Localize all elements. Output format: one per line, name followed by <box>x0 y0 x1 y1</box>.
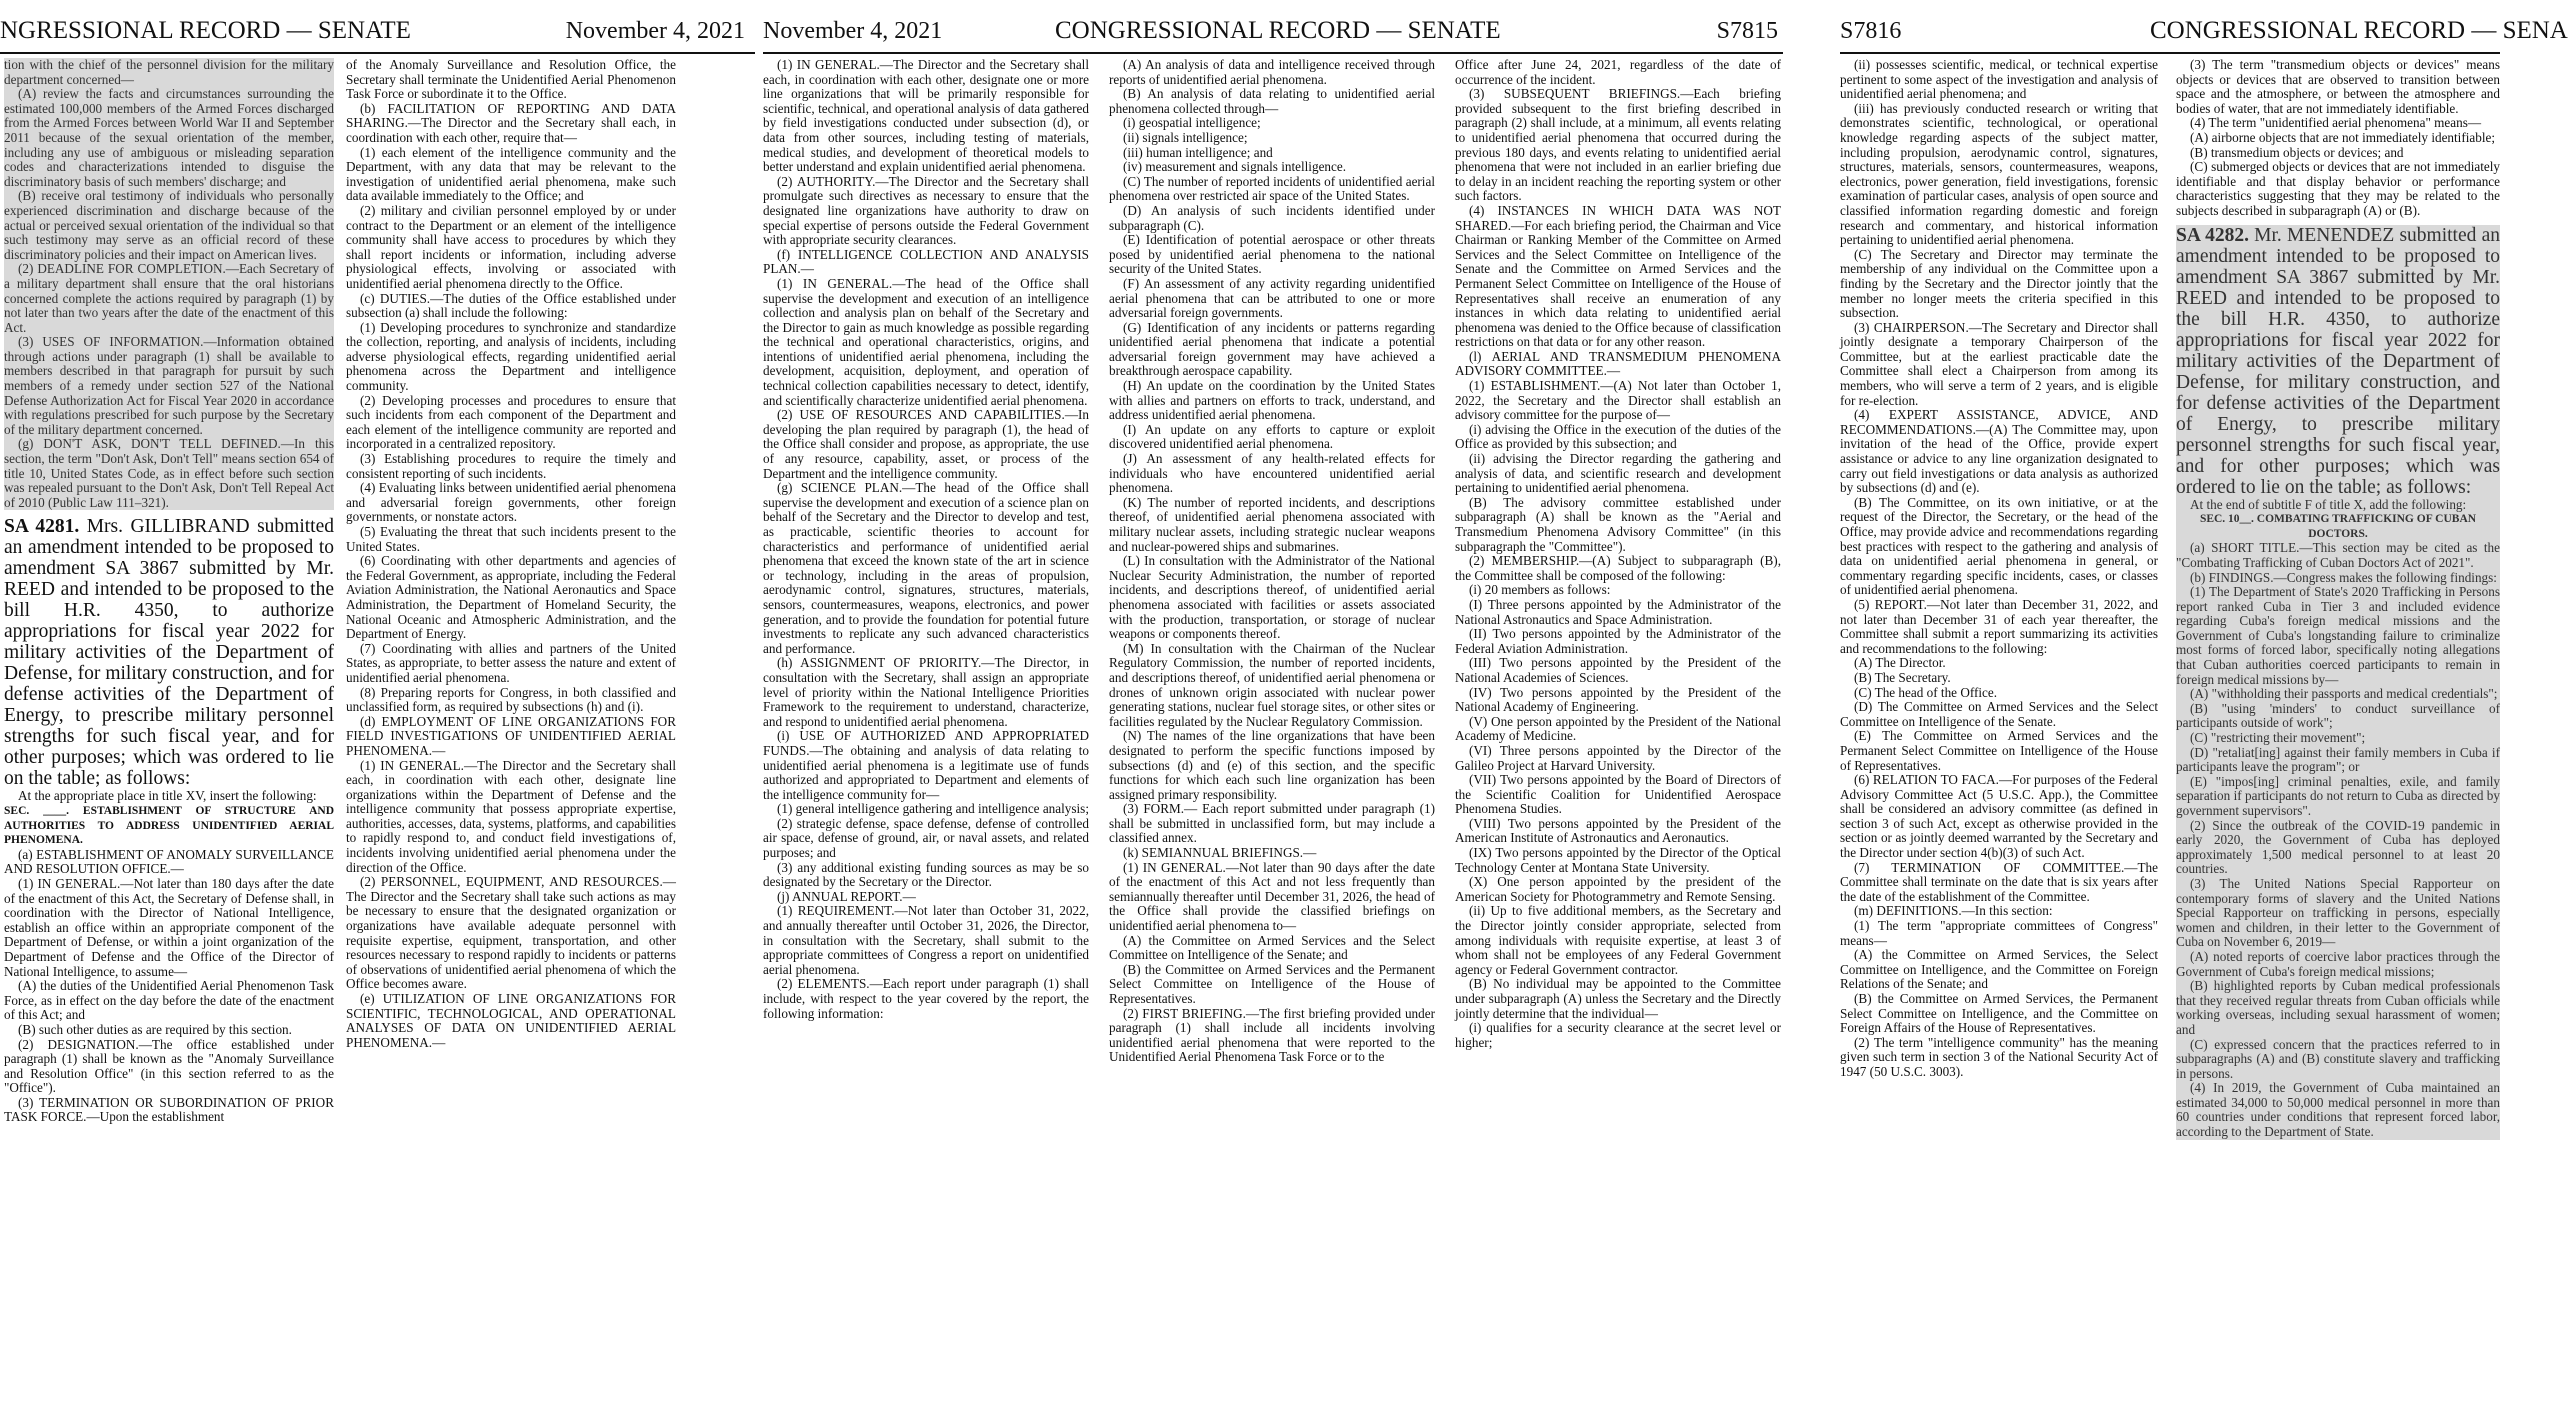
paragraph: (3) TERMINATION OR SUBORDINATION OF PRIOR TASK FORCE.—Upon the establishment <box>4 1094 334 1125</box>
paragraph: tion with the chief of the personnel division for the military department concerned— <box>4 57 334 87</box>
mid-page-number: S7815 <box>1716 18 1778 44</box>
paragraph: (ii) Up to five additional members, as the Secretary and the Director jointly consider appropriate, selected from among individuals with requisite expertise, at least 3 of whom shall not be employees of any Federal Government agency or Federal Government contractor. <box>1455 903 1781 977</box>
mid-header-title: CONGRESSIONAL RECORD — SENATE <box>1055 17 1501 44</box>
paragraph: (iv) measurement and signals intelligence. <box>1123 159 1347 175</box>
paragraph: (i) qualifies for a security clearance at the secret level or higher; <box>1455 1020 1781 1050</box>
paragraph: (X) One person appointed by the president of the American Society for Photogrammetry and Remote Sensing. <box>1455 874 1781 904</box>
paragraph: (C) The Secretary and Director may terminate the membership of any individual on the Committee upon a finding by the Secretary and the Director jointly that the member no longer meets the criteria specified in this subsection. <box>1840 246 2158 321</box>
paragraph: (i) advising the Office in the execution of the duties of the Office as provided by this subsection; and <box>1455 421 1781 452</box>
paragraph: (2) strategic defense, space defense, defense of controlled air space, defense of ground, air, or naval assets, and related purposes; and <box>763 815 1089 861</box>
paragraph: (3) FORM.— Each report submitted under paragraph (1) shall be submitted in unclassified form, but may include a classified annex. <box>1109 801 1435 846</box>
right-col-1 <box>1840 58 2158 1408</box>
paragraph: (7) TERMINATION OF COMMITTEE.—The Committee shall terminate on the date that is six years after the date of the establishment of the Committee. <box>1840 859 2158 904</box>
paragraph: (D) The Committee on Armed Services and the Select Committee on Intelligence of the Senate. <box>1840 699 2158 729</box>
paragraph: (VII) Two persons appointed by the Board of Directors of the Scientific Coalition for Unidentified Aerospace Phenomena Studies. <box>1455 772 1781 817</box>
paragraph: (C) "restricting their movement"; <box>2190 730 2366 746</box>
paragraph: (3) The term "transmedium objects or devices" means objects or devices that are observed to transition between space and the atmosphere, or between the atmosphere and bodies of water, that are not immediately identifiable. <box>2176 57 2500 116</box>
paragraph: (A) the Committee on Armed Services and the Select Committee on Intelligence of the Senate; and <box>1109 932 1435 963</box>
paragraph: (d) EMPLOYMENT OF LINE ORGANIZATIONS FOR FIELD INVESTIGATIONS OF UNIDENTIFIED AERIAL PHENOMENA.— <box>346 713 676 758</box>
right-col-2 <box>2176 58 2500 1408</box>
paragraph: (8) Preparing reports for Congress, in both classified and unclassified form, as required by subsections (h) and (i). <box>346 684 676 715</box>
paragraph: (N) The names of the line organizations that have been designated to perform the specific functions imposed by subsections (d) and (e) of this section, and the specific functions for which each such line organization has been assigned primary responsibility. <box>1109 728 1435 802</box>
paragraph: (IX) Two persons appointed by the Director of the Optical Technology Center at Montana State University. <box>1455 845 1781 875</box>
paragraph: (g) DON'T ASK, DON'T TELL DEFINED.—In this section, the term "Don't Ask, Don't Tell" means section 654 of title 10, United States Code, as in effect before such section was repealed pursuant to the Don't Ask, Don't Tell Repeal Act of 2010 (Public Law 111–321). <box>4 436 334 510</box>
paragraph: (3) SUBSEQUENT BRIEFINGS.—Each briefing provided subsequent to the first briefing described in paragraph (2) shall include, at a minimum, all events relating to unidentified aerial phenomena that occurred during the previous 180 days, and events relating to unidentified aerial phenomena that were not included in an earlier briefing due to delay in an incident reaching the reporting system or other such factors. <box>1455 86 1781 204</box>
paragraph: (H) An update on the coordination by the United States with allies and partners on efforts to track, understand, and address unidentified aerial phenomena. <box>1109 378 1435 423</box>
paragraph: (E) Identification of potential aerospace or other threats posed by unidentified aerial phenomena to the national security of the United States. <box>1109 232 1435 277</box>
paragraph: (1) Developing procedures to synchronize and standardize the collection, reporting, and analysis of incidents, including adverse physiological effects, regarding unidentified aerial phenomena across the Department and intelligence community. <box>346 319 676 394</box>
paragraph: (4) Evaluating links between unidentified aerial phenomena and adversarial foreign governments, other foreign governments, or nonstate actors. <box>346 480 676 525</box>
paragraph: (C) submerged objects or devices that are not immediately identifiable and that display behavior or performance characteristics suggesting that they may be related to the subjects described in subparagraph (A) or (B). <box>2176 159 2500 218</box>
paragraph: (1) each element of the intelligence community and the Department, with any data that may be relevant to the investigation of unidentified aerial phenomena, make such data available immediately to the Office; and <box>346 144 676 204</box>
paragraph: (5) REPORT.—Not later than December 31, 2022, and not later than December 31 of each year thereafter, the Committee shall submit a report summarizing its activities and recommendations to the following: <box>1840 596 2158 656</box>
paragraph: (iii) human intelligence; and <box>1123 144 1273 160</box>
paragraph: (2) DEADLINE FOR COMPLETION.—Each Secretary of a military department shall ensure that the oral historians concerned complete the actions required by paragraph (1) by not later than two years after the date of the enactment of this Act. <box>4 261 334 335</box>
paragraph: (2) PERSONNEL, EQUIPMENT, AND RESOURCES.—The Director and the Secretary shall take such actions as may be necessary to ensure that the designated organization or organizations have available adequate personnel with requisite expertise, equipment, transportation, and other resources necessary to respond rapidly to incidents or patterns of observations of unidentified aerial phenomena of which the Office becomes aware. <box>346 874 676 992</box>
mid-header-rule <box>763 52 1783 54</box>
mid-col-1 <box>763 58 1089 1408</box>
paragraph: (iii) has previously conducted research or writing that demonstrates scientific, technological, or operational knowledge regarding aspects of the subject matter, including propulsion, aerodynamic control, signatures, structures, materials, sensors, countermeasures, weapons, electronics, power generation, field investigations, forensic examination of particular cases, analysis of open source and classified information regarding domestic and foreign research and commentary, and historical information pertaining to unidentified aerial phenomena. <box>1840 100 2158 248</box>
paragraph: (3) Establishing procedures to require the timely and consistent reporting of such incidents. <box>346 451 676 481</box>
paragraph: (J) An assessment of any health-related effects for individuals who have encountered unidentified aerial phenomena. <box>1109 451 1435 496</box>
paragraph: (b) FINDINGS.—Congress makes the following findings: <box>2190 569 2497 585</box>
paragraph: (I) Three persons appointed by the Administrator of the National Astronautics and Space Administration. <box>1455 596 1781 627</box>
paragraph: (III) Two persons appointed by the President of the National Academies of Sciences. <box>1455 655 1781 685</box>
shaded-block-dadt <box>4 58 334 510</box>
paragraph: (4) In 2019, the Government of Cuba maintained an estimated 34,000 to 50,000 medical personnel in more than 60 countries under conditions that represent forced labor, according to the Department of State. <box>2176 1080 2500 1140</box>
mid-col-2 <box>1109 58 1435 1408</box>
paragraph: (e) UTILIZATION OF LINE ORGANIZATIONS FOR SCIENTIFIC, TECHNOLOGICAL, AND OPERATIONAL ANALYSES OF DATA ON UNIDENTIFIED AERIAL PHENOMENA.— <box>346 991 676 1050</box>
paragraph: (B) The advisory committee established under subparagraph (A) shall be known as the "Aerial and Transmedium Phenomena Advisory Committee" (in this subparagraph the "Committee"). <box>1455 494 1781 554</box>
paragraph: (h) ASSIGNMENT OF PRIORITY.—The Director, in consultation with the Secretary, shall assign an appropriate level of priority within the National Intelligence Priorities Framework to the requirement to understand, characterize, and respond to unidentified aerial phenomena. <box>763 655 1089 729</box>
sa-4281-paragraph <box>4 516 334 789</box>
paragraph: (6) Coordinating with other departments and agencies of the Federal Government, as appropriate, including the Federal Aviation Administration, the National Aeronautics and Space Administration, the Department of Homeland Security, the National Oceanic and Atmospheric Administration, and the Department of Energy. <box>346 553 676 642</box>
paragraph: (4) The term "unidentified aerial phenomena" means— <box>2190 115 2482 131</box>
left-header-date: November 4, 2021 <box>565 18 745 44</box>
paragraph: (1) IN GENERAL.—Not later than 90 days after the date of the enactment of this Act and not less frequently than semiannually thereafter until December 31, 2026, the head of the Office shall provide the classified briefings on unidentified aerial phenomena to— <box>1109 859 1435 934</box>
paragraph: (A) the Committee on Armed Services, the Select Committee on Intelligence, and the Committee on Foreign Relations of the Senate; and <box>1840 947 2158 992</box>
paragraph: (2) ELEMENTS.—Each report under paragraph (1) shall include, with respect to the year covered by the report, the following information: <box>763 976 1089 1021</box>
paragraph: (3) USES OF INFORMATION.—Information obtained through actions under paragraph (1) shall be available to members described in that paragraph for pursuit by such members of a remedy under section 527 of the National Defense Authorization Act for Fiscal Year 2020 in accordance with regulations prescribed for such purpose by the Secretary of the military department concerned. <box>4 334 334 437</box>
paragraph: (B) "using 'minders' to conduct surveillance of participants outside of work"; <box>2176 700 2500 731</box>
paragraph: (A) "withholding their passports and medical credentials"; <box>2190 686 2498 702</box>
paragraph: (1) ESTABLISHMENT.—(A) Not later than October 1, 2022, the Secretary and the Director shall establish an advisory committee for the purpose of— <box>1455 378 1781 423</box>
paragraph: (M) In consultation with the Chairman of the Nuclear Regulatory Commission, the number of reported incidents, and descriptions thereof, of unidentified aerial phenomena or drones of unknown origin associated with nuclear power generating stations, nuclear fuel storage sites, or other sites or facilities regulated by the Nuclear Regulatory Commission. <box>1109 640 1435 729</box>
paragraph: (i) USE OF AUTHORIZED AND APPROPRIATED FUNDS.—The obtaining and analysis of data relating to unidentified aerial phenomena is a legitimate use of funds authorized and appropriated to Department and elements of the intelligence community for— <box>763 728 1089 802</box>
paragraph: (IV) Two persons appointed by the President of the National Academy of Engineering. <box>1455 684 1781 715</box>
paragraph: (g) SCIENCE PLAN.—The head of the Office shall supervise the development and execution of a science plan on behalf of the Secretary and the Director to develop and test, as practicable, scientific theories to account for characteristics and performance of unidentified aerial phenomena that exceed the known state of the art in science or technology, including in the areas of propulsion, aerodynamic control, signatures, structures, materials, sensors, countermeasures, weapons, electronics, and power generation, and to provide the foundation for potential future investments to replicate any such advanced characteristics and performance. <box>763 480 1089 656</box>
paragraph: (B) transmedium objects or devices; and <box>2190 144 2404 160</box>
paragraph: (3) CHAIRPERSON.—The Secretary and Director shall jointly designate a temporary Chairperson of the Committee, but at the earliest practicable date the Committee shall elect a Chairperson from among its members, who will serve a term of 2 years, and is eligible for re-election. <box>1840 319 2158 408</box>
paragraph: (B) The Secretary. <box>1854 669 1951 685</box>
paragraph: (f) INTELLIGENCE COLLECTION AND ANALYSIS PLAN.— <box>763 246 1089 277</box>
paragraph: At the end of subtitle F of title X, add the following: <box>2190 496 2467 512</box>
paragraph: (B) the Committee on Armed Services, the Permanent Select Committee on Intelligence, and the Committee on Foreign Affairs of the House of Representatives. <box>1840 991 2158 1036</box>
sa-4282-body <box>2176 498 2500 1140</box>
paragraph: (K) The number of reported incidents, and descriptions thereof, of unidentified aerial phenomena associated with military nuclear assets, including strategic nuclear weapons and nuclear-powered ships and submarines. <box>1109 494 1435 554</box>
paragraph: (a) SHORT TITLE.—This section may be cited as the "Combating Trafficking of Cuban Doctors Act of 2021". <box>2176 540 2500 570</box>
paragraph: (3) any additional existing funding sources as may be so designated by the Secretary or the Director. <box>763 859 1089 890</box>
sa-4282-paragraph <box>2176 225 2500 498</box>
paragraph: (7) Coordinating with allies and partners of the United States, as appropriate, to better assess the nature and extent of unidentified aerial phenomena. <box>346 640 676 685</box>
page-right <box>1840 0 2568 1408</box>
paragraph: (2) USE OF RESOURCES AND CAPABILITIES.—In developing the plan required by paragraph (1), the head of the Office shall consider and propose, as appropriate, the use of any resource, capability, asset, or process of the Department and the intelligence community. <box>763 407 1089 481</box>
sa-4281-head: SA 4281. <box>4 516 80 538</box>
paragraph: (A) An analysis of data and intelligence received through reports of unidentified aerial phenomena. <box>1109 57 1435 87</box>
paragraph: (2) FIRST BRIEFING.—The first briefing provided under paragraph (1) shall include all incidents involving unidentified aerial phenomena that were reported to the Unidentified Aerial Phenomena Task Force or to the <box>1109 1005 1435 1065</box>
paragraph: (A) the duties of the Unidentified Aerial Phenomenon Task Force, as in effect on the day before the date of the enactment of this Act; and <box>4 978 334 1023</box>
paragraph: (A) review the facts and circumstances surrounding the estimated 100,000 members of the Armed Forces discharged from the Armed Forces between World War II and September 2011 because of the sexual orientation of the member, including any use of ambiguous or misleading separation codes and characterizations intended to disguise the discriminatory basis of such members' discharge; and <box>4 86 334 189</box>
paragraph: (c) DUTIES.—The duties of the Office established under subsection (a) shall include the following: <box>346 290 676 321</box>
paragraph: (C) The number of reported incidents of unidentified aerial phenomena over restricted air space of the United States. <box>1109 173 1435 204</box>
paragraph: (2) DESIGNATION.—The office established under paragraph (1) shall be known as the "Anomaly Surveillance and Resolution Office" (in this section referred to as the "Office"). <box>4 1036 334 1096</box>
paragraph: (A) airborne objects that are not immediately identifiable; <box>2190 129 2496 145</box>
left-col-2 <box>346 58 676 1408</box>
paragraph: (VI) Three persons appointed by the Director of the Galileo Project at Harvard University. <box>1455 742 1781 773</box>
paragraph: (C) expressed concern that the practices referred to in subparagraphs (A) and (B) constitute slavery and trafficking in persons. <box>2176 1036 2500 1081</box>
left-header-rule <box>0 52 755 54</box>
paragraph: (1) IN GENERAL.—Not later than 180 days after the date of the enactment of this Act, the Secretary of Defense shall, in coordination with the Director of National Intelligence, establish an office within an appropriate component of the Department of Defense, or within a joint organization of the Department of Defense and the Office of the Director of National Intelligence, to assume— <box>4 875 334 979</box>
paragraph: (2) AUTHORITY.—The Director and the Secretary shall promulgate such directives as necessary to ensure that the designated line organizations have authority to draw on special expertise of persons outside the Federal Government with appropriate security clearances. <box>763 173 1089 248</box>
paragraph: (2) The term "intelligence community" has the meaning given such term in section 3 of the National Security Act of 1947 (50 U.S.C. 3003). <box>1840 1034 2158 1079</box>
paragraph: (L) In consultation with the Administrator of the National Nuclear Security Administration, the number of reported incidents, and descriptions thereof, of unidentified aerial phenomena associated with facilities or assets associated with the production, transportation, or storage of nuclear weapons or components thereof. <box>1109 553 1435 642</box>
paragraph: (l) AERIAL AND TRANSMEDIUM PHENOMENA ADVISORY COMMITTEE.— <box>1455 348 1781 379</box>
shaded-block-sa-4282 <box>2176 225 2500 1140</box>
paragraph: of the Anomaly Surveillance and Resolution Office, the Secretary shall terminate the Unidentified Aerial Phenomenon Task Force or subordinate it to the Office. <box>346 57 676 102</box>
paragraph: (F) An assessment of any activity regarding unidentified aerial phenomena that can be attributed to one or more adversarial foreign governments. <box>1109 275 1435 321</box>
definitions-continued <box>2176 58 2500 219</box>
paragraph: (m) DEFINITIONS.—In this section: <box>1854 903 2053 919</box>
paragraph: (i) 20 members as follows: <box>1469 582 1611 598</box>
paragraph: (3) The United Nations Special Rapporteur on contemporary forms of slavery and the United Nations Special Rapporteur on trafficking in persons, especially women and children, in their letter to the Government of Cuba on November 6, 2019— <box>2176 875 2500 950</box>
paragraph: (I) An update on any efforts to capture or exploit discovered unidentified aerial phenomena. <box>1109 421 1435 452</box>
paragraph: (1) IN GENERAL.—The head of the Office shall supervise the development and execution of an intelligence collection and analysis plan on behalf of the Secretary and the Director to gain as much knowledge as possible regarding the technical and operational characteristics, origins, and intentions of unidentified aerial phenomena, including the development, acquisition, deployment, and operation of technical collection capabilities necessary to detect, identify, and scientifically characterize unidentified aerial phenomena. <box>763 275 1089 408</box>
paragraph: (1) The term "appropriate committees of Congress" means— <box>1840 918 2158 948</box>
paragraph: (A) noted reports of coercive labor practices through the Government of Cuba's foreign medical missions; <box>2176 948 2500 979</box>
sa-4282-head: SA 4282. <box>2176 224 2249 246</box>
paragraph: (ii) possesses scientific, medical, or technical expertise pertinent to some aspect of the investigation and analysis of unidentified aerial phenomena; and <box>1840 57 2158 102</box>
right-page-number: S7816 <box>1840 18 1902 44</box>
paragraph: (j) ANNUAL REPORT.— <box>777 888 916 904</box>
left-header-title: NGRESSIONAL RECORD — SENATE <box>0 17 411 44</box>
paragraph: SEC. ____. ESTABLISHMENT OF STRUCTURE AND AUTHORITIES TO ADDRESS UNIDENTIFIED AERIAL PHENOMENA. <box>4 805 334 847</box>
paragraph: (i) geospatial intelligence; <box>1123 115 1261 131</box>
sa-4282-text: Mr. MENENDEZ submitted an amendment intended to be proposed to amendment SA 3867 submitted by Mr. REED and intended to be proposed to the bill H.R. 4350, to authorize appropriations for fiscal year 2022 for military activities of the Department of Defense, for military construction, and for defense activities of the Department of Energy, to prescribe military personnel strengths for such fiscal year, and for other purposes; which was ordered to lie on the table; as follows: <box>2176 224 2501 498</box>
paragraph: (2) Since the outbreak of the COVID-19 pandemic in early 2020, the Government of Cuba has deployed approximately 1,500 medical personnel to at least 20 countries. <box>2176 817 2500 877</box>
paragraph: (E) The Committee on Armed Services and the Permanent Select Committee on Intelligence of the House of Representatives. <box>1840 728 2158 773</box>
paragraph: SEC. 10__. COMBATING TRAFFICKING OF CUBAN DOCTORS. <box>2199 513 2477 540</box>
paragraph: (VIII) Two persons appointed by the President of the American Institute of Astronautics and Aeronautics. <box>1455 815 1781 846</box>
paragraph: (B) such other duties as are required by this section. <box>18 1021 292 1037</box>
paragraph: (4) INSTANCES IN WHICH DATA WAS NOT SHARED.—For each briefing period, the Chairman and Vice Chairman or Ranking Member of the Committee on Armed Services and the Select Committee on Intelligence of the Senate and the Committee on Armed Services and the Permanent Select Committee on Intelligence of the House of Representatives shall receive an enumeration of any instances in which data relating to unidentified aerial phenomena was denied to the Office because of classification restrictions on that data or for any other reason. <box>1455 202 1781 350</box>
paragraph: (B) receive oral testimony of individuals who personally experienced discrimination and discharge because of the actual or perceived sexual orientation of the individual so that such testimony may serve as an official record of these discriminatory policies and their impact on American lives. <box>4 188 334 262</box>
page-left <box>0 0 755 1408</box>
paragraph: (II) Two persons appointed by the Administrator of the Federal Aviation Administration. <box>1455 626 1781 656</box>
paragraph: (V) One person appointed by the President of the National Academy of Medicine. <box>1455 713 1781 744</box>
paragraph: (a) ESTABLISHMENT OF ANOMALY SURVEILLANCE AND RESOLUTION OFFICE.— <box>4 846 334 877</box>
paragraph: (C) The head of the Office. <box>1854 684 1998 700</box>
paragraph: (B) the Committee on Armed Services and the Permanent Select Committee on Intelligence of the House of Representatives. <box>1109 961 1435 1006</box>
paragraph: (G) Identification of any incidents or patterns regarding unidentified aerial phenomena that indicate a potential adversarial foreign government may have achieved a breakthrough aerospace capability. <box>1109 319 1435 379</box>
left-col-1 <box>4 58 334 1408</box>
paragraph: (A) The Director. <box>1854 655 1946 671</box>
paragraph: (E) "impos[ing] criminal penalties, exile, and family separation if participants do not return to Cuba as directed by government supervisors". <box>2176 773 2500 818</box>
mid-col-3 <box>1455 58 1781 1408</box>
paragraph: Office after June 24, 2021, regardless of the date of occurrence of the incident. <box>1455 57 1781 87</box>
paragraph: (1) REQUIREMENT.—Not later than October 31, 2022, and annually thereafter until October 31, 2026, the Director, in consultation with the Secretary, shall submit to the appropriate committees of Congress a report on unidentified aerial phenomena. <box>763 903 1089 977</box>
paragraph: (4) EXPERT ASSISTANCE, ADVICE, AND RECOMMENDATIONS.—(A) The Committee may, upon invitation of the head of the Office, provide expert assistance or advice to any line organization designated to carry out field investigations or data analysis as authorized by subsections (d) and (e). <box>1840 407 2158 496</box>
paragraph: (ii) advising the Director regarding the gathering and analysis of data, and scientific research and development pertaining to unidentified aerial phenomena. <box>1455 451 1781 496</box>
paragraph: (1) IN GENERAL.—The Director and the Secretary shall each, in coordination with each other, designate line organizations within the Department of Defense and the intelligence community that possess appropriate expertise, authorities, accesses, data, systems, platforms, and capabilities to rapidly respond to, and conduct field investigations of, incidents involving unidentified aerial phenomena under the direction of the Office. <box>346 757 676 875</box>
paragraph: (1) IN GENERAL.—The Director and the Secretary shall each, in coordination with each other, designate one or more line organizations that will be primarily responsible for scientific, technical, and operational analysis of data gathered by field investigations conducted under subsection (d), or data from other sources, including testing of materials, medical studies, and development of theoretical models to better understand and explain unidentified aerial phenomena. <box>763 57 1089 175</box>
paragraph: (2) MEMBERSHIP.—(A) Subject to subparagraph (B), the Committee shall be composed of the following: <box>1455 553 1781 583</box>
paragraph: (D) "retaliat[ing] against their family members in Cuba if participants leave the program"; or <box>2176 744 2500 775</box>
paragraph: (k) SEMIANNUAL BRIEFINGS.— <box>1123 845 1317 861</box>
paragraph: (b) FACILITATION OF REPORTING AND DATA SHARING.—The Director and the Secretary shall each, in coordination with each other, require that— <box>346 100 676 145</box>
paragraph: (B) No individual may be appointed to the Committee under subparagraph (A) unless the Secretary and the Directly jointly determine that the individual— <box>1455 976 1781 1021</box>
page-middle <box>763 0 1783 1408</box>
paragraph: (6) RELATION TO FACA.—For purposes of the Federal Advisory Committee Act (5 U.S.C. App.), the Committee shall be considered an advisory committee (as defined in section 3 of such Act, except as otherwise provided in the section or as jointly deemed warranted by the Secretary and the Director under section 4(b)(3) of such Act. <box>1840 772 2158 861</box>
paragraph: At the appropriate place in title XV, insert the following: <box>18 788 317 804</box>
paragraph: (2) military and civilian personnel employed by or under contract to the Department or an element of the intelligence community shall have access to procedures by which they shall report incidents or information, including adverse physiological effects, involving or associated with unidentified aerial phenomena directly to the Office. <box>346 202 676 291</box>
paragraph: (2) Developing processes and procedures to ensure that such incidents from each component of the Department and each element of the intelligence community are reported and incorporated in a centralized repository. <box>346 392 676 452</box>
right-header-title: CONGRESSIONAL RECORD — SENA <box>2150 17 2568 44</box>
paragraph: (ii) signals intelligence; <box>1123 129 1248 145</box>
right-header-rule <box>1840 52 2500 54</box>
paragraph: (1) The Department of State's 2020 Trafficking in Persons report ranked Cuba in Tier 3 and included evidence regarding Cuba's foreign medical missions and the Government of Cuba's longstanding failure to criminalize most forms of forced labor, specifically noting allegations that Cuban authorities coerced participants to remain in foreign medical missions by— <box>2176 584 2500 687</box>
paragraph: (1) general intelligence gathering and intelligence analysis; <box>777 801 1089 817</box>
mid-header-date: November 4, 2021 <box>763 18 943 44</box>
paragraph: (5) Evaluating the threat that such incidents present to the United States. <box>346 524 676 554</box>
sa-4281-body <box>4 789 334 1125</box>
paragraph: (B) The Committee, on its own initiative, or at the request of the Director, the Secretary, or the head of the Office, may provide advice and recommendations regarding best practices with respect to the gathering and analysis of data on unidentified aerial phenomena in general, or commentary regarding specific incidents, cases, or classes of unidentified aerial phenomena. <box>1840 494 2158 598</box>
paragraph: (D) An analysis of such incidents identified under subparagraph (C). <box>1109 202 1435 233</box>
paragraph: (B) highlighted reports by Cuban medical professionals that they received regular threats from Cuban officials while working overseas, including sexual harassment of women; and <box>2176 978 2500 1037</box>
sa-4281-text: Mrs. GILLIBRAND submitted an amendment intended to be proposed to amendment SA 3867 submitted by Mr. REED and intended to be proposed to the bill H.R. 4350, to authorize appropriations for fiscal year 2022 for military activities of the Department of Defense, for military construction, and for defense activities of the Department of Energy, to prescribe military personnel strengths for such fiscal year, and for other purposes; which was ordered to lie on the table; as follows: <box>4 516 334 790</box>
paragraph: (B) An analysis of data relating to unidentified aerial phenomena collected through— <box>1109 86 1435 116</box>
